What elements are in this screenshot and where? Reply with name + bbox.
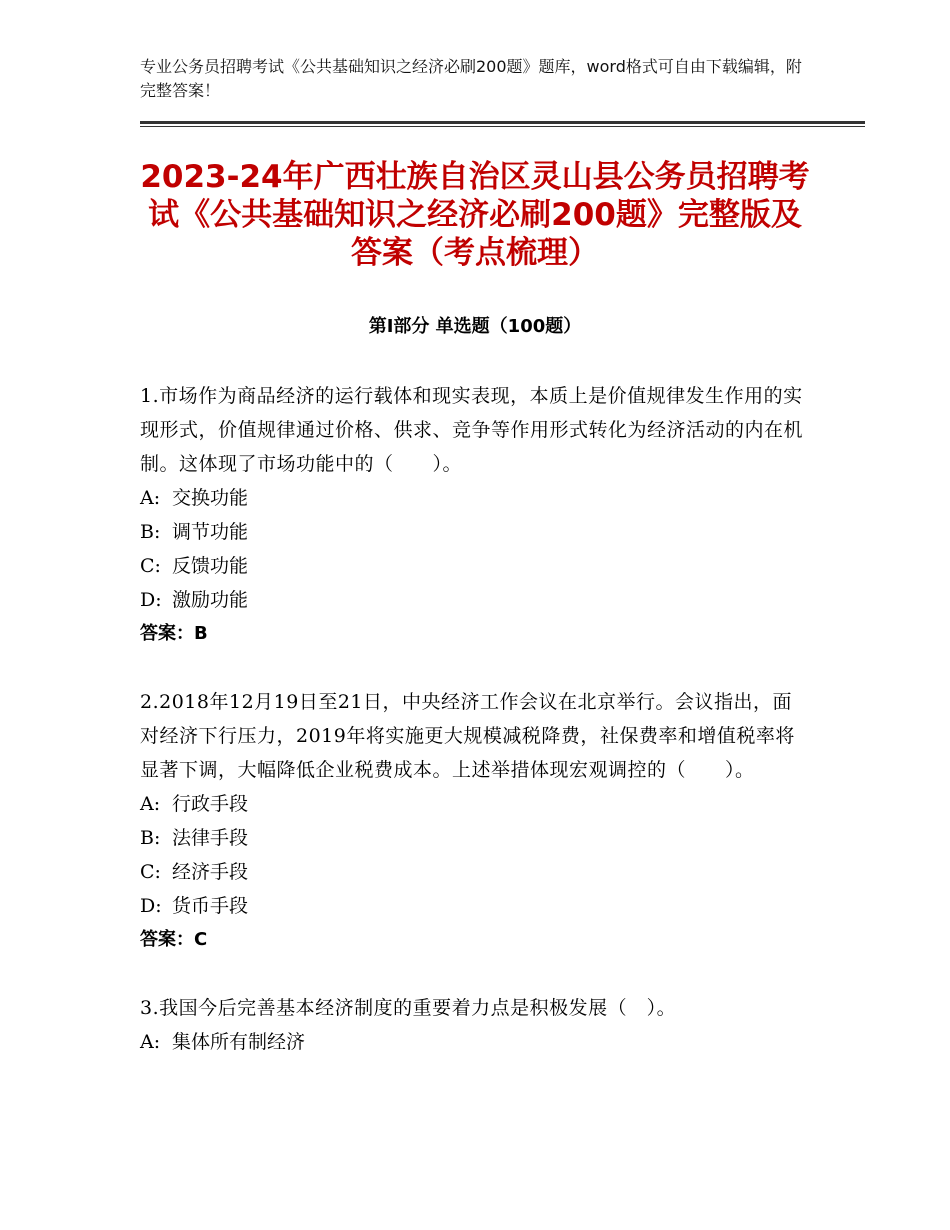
option-d [140,889,810,923]
question-stem: 2.2018年12月19日至21日，中央经济工作会议在北京举行。会议指出，面对经济下行压力，2019年将实施更大规模减税降费，社保费率和增值税率将显著下调，大幅降低企业税费成本。上述举措体现宏观调控的（ ）。 [140,691,795,781]
option-text: 反馈功能 [172,555,249,577]
header-divider-thick [140,121,865,124]
question-1 [140,379,810,651]
option-c [140,855,810,889]
option-text: 货币手段 [172,895,249,917]
option-text: 法律手段 [172,827,249,849]
option-letter: B: [140,521,161,543]
option-text: 调节功能 [172,521,249,543]
section-title: 第Ⅰ部分 单选题（100题） [368,316,582,337]
option-b [140,515,810,549]
option-letter: A: [140,1031,161,1053]
question-3 [140,991,810,1059]
question-2 [140,685,810,957]
answer-label: 答案：C [140,929,208,950]
header-divider-thin [140,126,865,127]
option-letter: A: [140,487,161,509]
option-letter: D: [140,895,162,917]
question-stem: 1.市场作为商品经济的运行载体和现实表现，本质上是价值规律发生作用的实现形式，价值规律通过价格、供求、竞争等作用形式转化为经济活动的内在机制。这体现了市场功能中的（ ）。 [140,385,804,475]
option-text: 集体所有制经济 [172,1031,306,1053]
option-letter: D: [140,589,162,611]
option-letter: C: [140,555,161,577]
option-text: 交换功能 [172,487,249,509]
answer-label: 答案：B [140,623,208,644]
option-text: 激励功能 [172,589,249,611]
option-letter: A: [140,793,161,815]
document-title: 2023-24年广西壮族自治区灵山县公务员招聘考试《公共基础知识之经济必刷200题》完整版及答案（考点梳理） [140,159,810,271]
option-text: 经济手段 [172,861,249,883]
question-stem: 3.我国今后完善基本经济制度的重要着力点是积极发展（ ）。 [140,997,677,1019]
option-letter: B: [140,827,161,849]
option-c [140,549,810,583]
option-a [140,481,810,515]
option-a [140,787,810,821]
option-b [140,821,810,855]
option-d [140,583,810,617]
question-list [140,379,810,1093]
option-a [140,1025,810,1059]
option-text: 行政手段 [172,793,249,815]
option-letter: C: [140,861,161,883]
header-note: 专业公务员招聘考试《公共基础知识之经济必刷200题》题库，word格式可自由下载编辑，附完整答案！ [140,57,802,100]
